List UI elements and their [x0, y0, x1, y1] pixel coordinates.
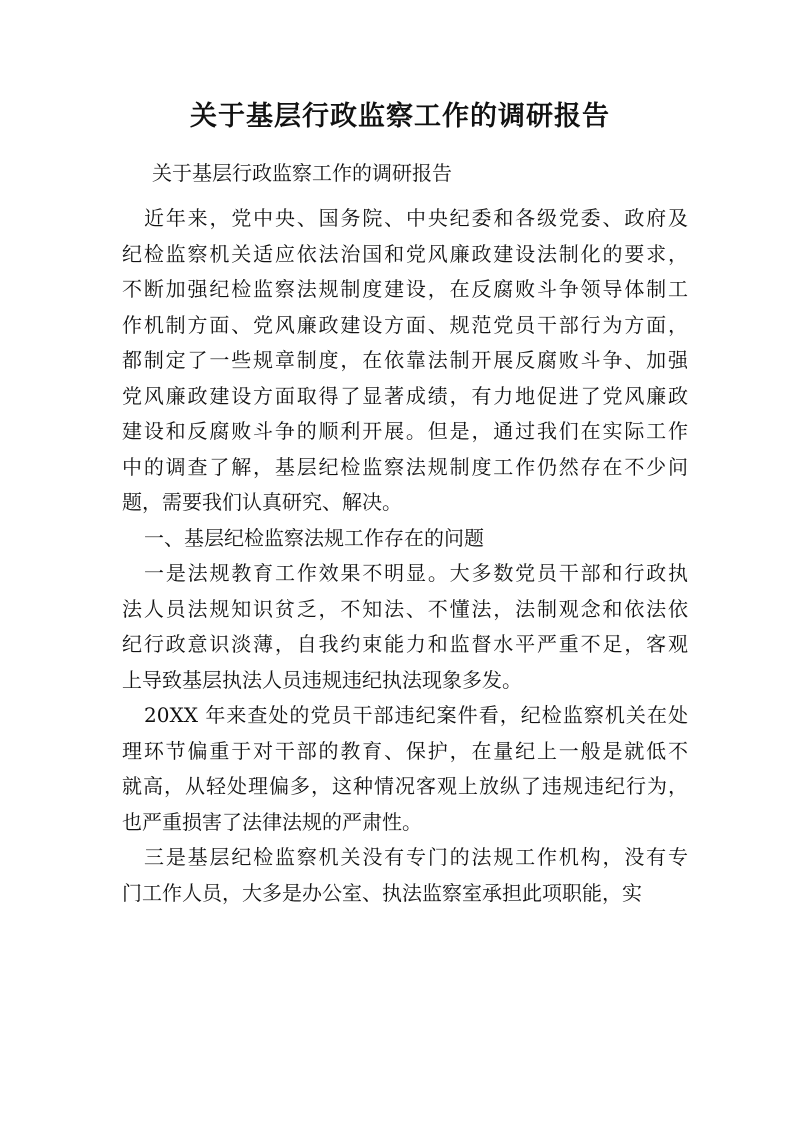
text-line: 三是基层纪检监察机关没有专门的法规工作机构，没有专 [144, 845, 688, 869]
document-body [122, 201, 688, 911]
text-line: 近年来，党中央、国务院、中央纪委和各级党委、政府及 [144, 206, 688, 230]
text-line: 作机制方面、党风廉政建设方面、规范党员干部行为方面， [122, 312, 688, 337]
text-line: 纪行政意识淡薄，自我约束能力和监督水平严重不足，客观 [122, 632, 688, 656]
section-heading [122, 521, 688, 557]
text-line: 中的调查了解，基层纪检监察法规制度工作仍然存在不少问 [122, 454, 688, 479]
text-line: 党风廉政建设方面取得了显著成绩，有力地促进了党风廉政 [122, 383, 688, 408]
text-line: 就高，从轻处理偏多，这种情况客观上放纵了违规违纪行为， [122, 774, 688, 798]
text-line: 不断加强纪检监察法规制度建设，在反腐败斗争领导体制工 [122, 277, 688, 301]
text-line: 建设和反腐败斗争的顺利开展。但是，通过我们在实际工作 [122, 419, 688, 443]
text-line: 一、基层纪检监察法规工作存在的问题 [144, 525, 484, 550]
text-line: 20XX 年来查处的党员干部违纪案件看，纪检监察机关在处 [144, 703, 688, 727]
paragraph [122, 698, 688, 840]
text-line: 上导致基层执法人员违规违纪执法现象多发。 [122, 667, 522, 692]
text-line: 题，需要我们认真研究、解决。 [122, 490, 402, 514]
text-line: 纪检监察机关适应依法治国和党风廉政建设法制化的要求， [122, 241, 688, 266]
text-line: 都制定了一些规章制度，在依靠法制开展反腐败斗争、加强 [122, 348, 688, 372]
document-title: 关于基层行政监察工作的调研报告 [190, 101, 610, 132]
document-subtitle: 关于基层行政监察工作的调研报告 [152, 161, 452, 185]
paragraph [122, 556, 688, 698]
paragraph [122, 201, 688, 521]
text-line: 门工作人员，大多是办公室、执法监察室承担此项职能，实 [122, 880, 642, 905]
text-line: 法人员法规知识贫乏，不知法、不懂法，法制观念和依法依 [122, 596, 688, 621]
text-line: 一是法规教育工作效果不明显。大多数党员干部和行政执 [144, 561, 688, 585]
paragraph [122, 840, 688, 911]
text-line: 理环节偏重于对干部的教育、保护，在量纪上一般是就低不 [122, 738, 688, 763]
text-line: 也严重损害了法律法规的严肃性。 [122, 809, 422, 834]
